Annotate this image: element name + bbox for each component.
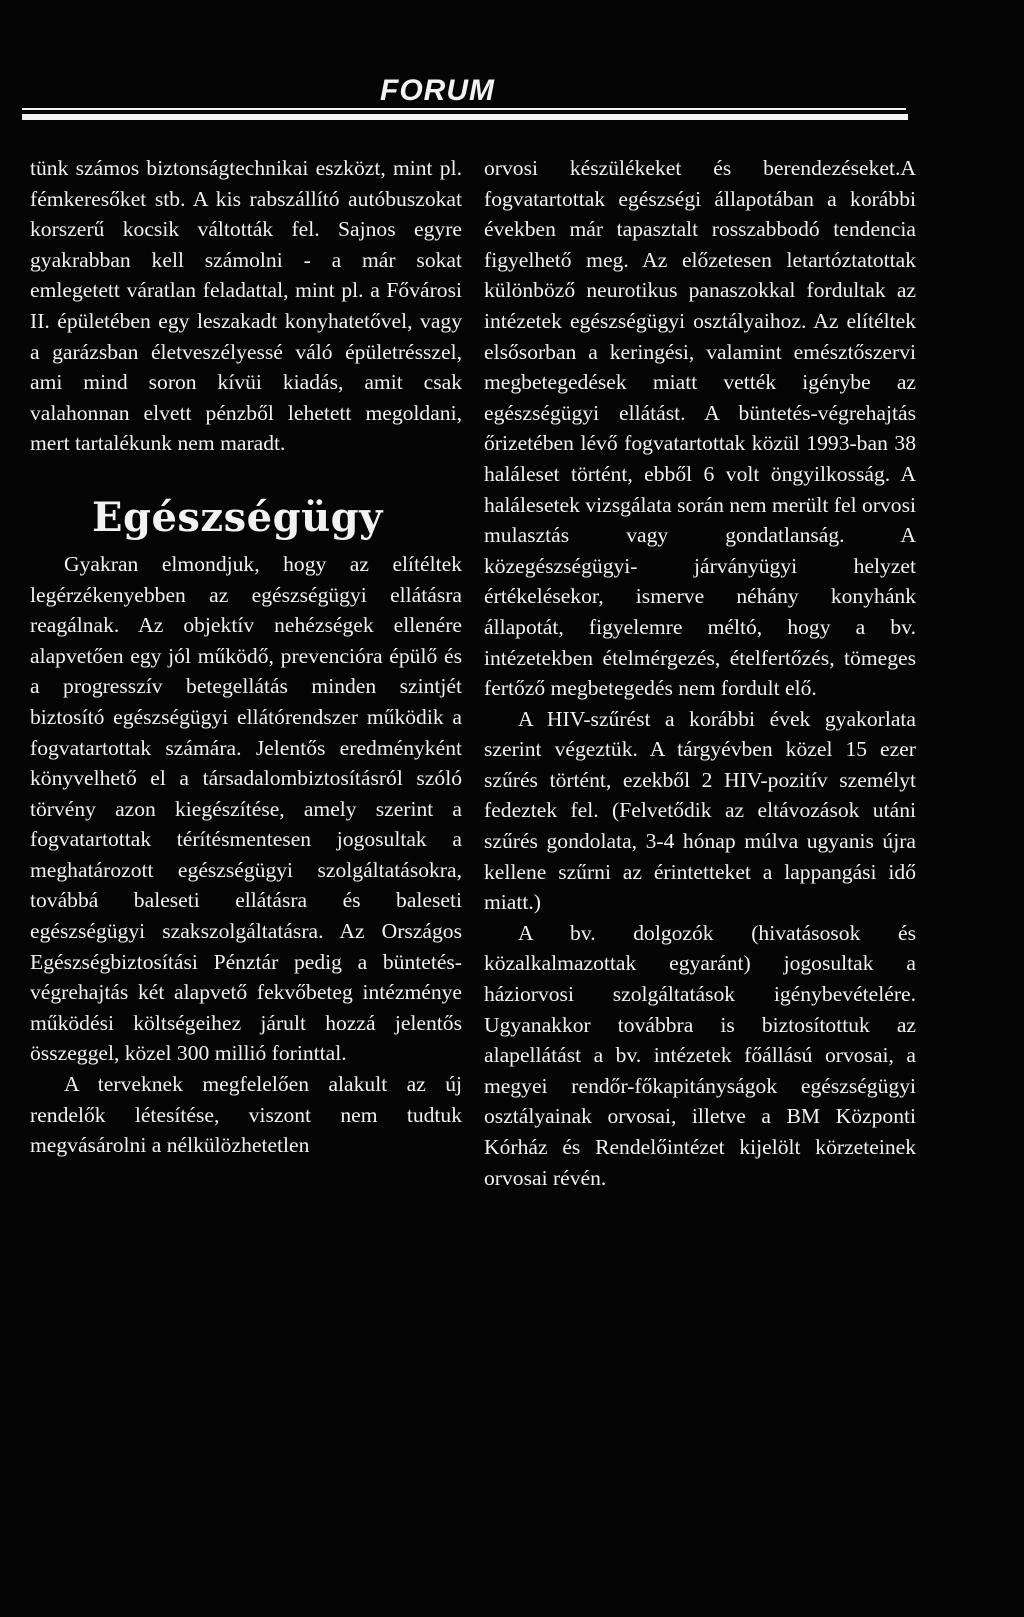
page-header-title: FORUM <box>380 74 495 107</box>
intro-paragraph: tünk számos biztonságtechnikai eszközt, mint pl. fémkeresőket stb. A kis rabszállító autóbuszokat korszerű kocsik váltották fel. Sajnos egyre gyakrabban kell számolni - a már sokat emlegetett váratlan feladattal, mint pl. a Fővárosi II. épületében egy leszakadt konyhatetővel, vagy a garázsban életveszélyessé váló épületrésszel, ami mind soron kívüi kiadás, amit csak valahonnan elvett pénzből lehetett megoldani, mert tartalékunk nem maradt. <box>30 156 462 456</box>
staff-paragraph: A bv. dolgozók (hivatásosok és közalkalmazottak egyaránt) jogosultak a háziorvosi szolgáltatások igénybevételére. Ugyanakkor továbbra is biztosítottuk az alapellátást a bv. intézetek főállású orvosai, a megyei rendőr-főkapitányságok egészségügyi osztályainak orvosai, illetve a BM Központi Kórház és Rendelőintézet kijelölt körzeteinek orvosai révén. <box>484 920 916 1190</box>
hiv-paragraph: A HIV-szűrést a korábbi évek gyakorlata szerint végeztük. A tárgyévben közel 15 ezer szűrés történt, ezekből 2 HIV-pozitív személyt fedeztek fel. (Felvetődik az eltávozások utáni szűrés gondolata, 3-4 hónap múlva ugyanis újra kellene szűrni az érintetteket a lappangási idő miatt.) <box>484 706 916 915</box>
continuation-paragraph: orvosi készülékeket és berendezéseket.A fogvatartottak egészségi állapotában a korábbi években már tapasztalt rosszabbodó tendencia figyelhető meg. Az előzetesen letartóztatottak különböző neurotikus panaszokkal fordultak az intézetek egészségügyi osztályaihoz. Az elítéltek elsősorban a keringési, valamint emésztőszervi megbetegedések miatt vették igénybe az egészségügyi ellátást. A büntetés-végrehajtás őrizetében lévő fogvatartottak közül 1993-ban 38 haláleset történt, ebből 6 volt öngyilkosság. A halálesetek vizsgálata során nem merült fel orvosi mulasztás vagy gondatlanság. A közegészségügyi- járványügyi helyzet értékelésekor, ismerve néhány konyhánk állapotát, figyelemre méltó, hogy a bv. intézetekben ételmérgezés, ételfertőzés, tömeges fertőző megbetegedés nem fordult elő. <box>484 156 916 701</box>
left-column <box>30 153 462 1161</box>
right-column <box>484 153 916 1193</box>
section-heading: Egészségügy <box>92 493 383 541</box>
health-paragraph: Gyakran elmondjuk, hogy az elítéltek legérzékenyebben az egészségügyi ellátásra reagálnak. Az objektív nehézségek ellenére alapvetően egy jól működő, prevencióra épülő és a progresszív betegellátás minden szintjét biztosító egészségügyi ellátórendszer működik a fogvatartottak számára. Jelentős eredményként könyvelhető el a társadalombiztosításról szóló törvény azon kiegészítése, amely szerint a fogvatartottak térítésmentesen jogosultak a meghatározott egészségügyi szolgáltatásokra, továbbá baleseti ellátásra és baleseti egészségügyi szakszolgáltatásra. Az Országos Egészségbiztosítási Pénztár pedig a büntetés-végrehajtás két alapvető fekvőbeteg intézménye működési költségeihez járult hozzá jelentős összeggel, közel 300 millió forinttal. <box>30 551 462 1066</box>
header-rule-thin <box>22 108 906 110</box>
header-rule-thick <box>22 114 908 120</box>
plans-paragraph: A terveknek megfelelően alakult az új rendelők létesítése, viszont nem tudtuk megvásárolni a nélkülözhetetlen <box>30 1072 462 1158</box>
